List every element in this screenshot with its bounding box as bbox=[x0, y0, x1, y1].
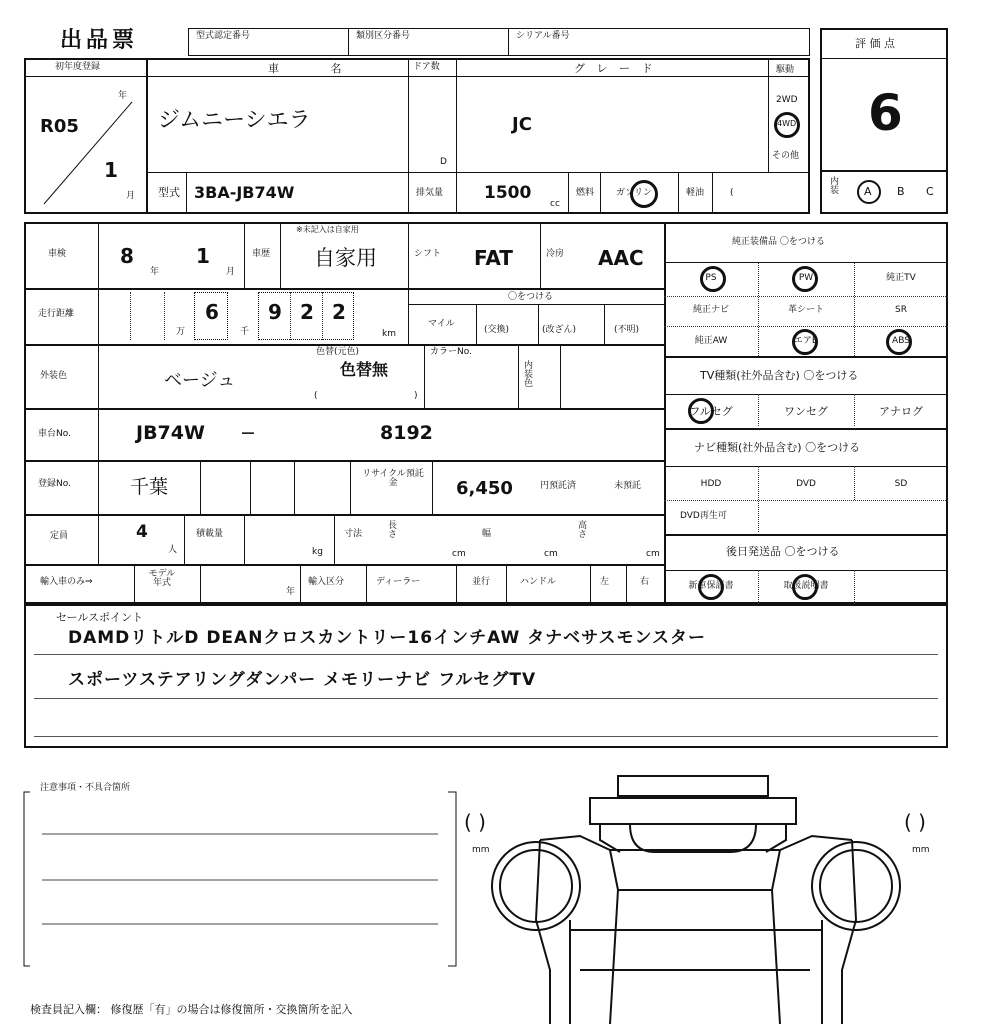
first-reg-year-unit: 年 bbox=[118, 91, 128, 101]
mileage-digit-4: 2 bbox=[332, 300, 346, 324]
tv-fullseg: フルセグ bbox=[689, 405, 733, 418]
navi-sd: SD bbox=[894, 479, 908, 489]
import-parallel: 並行 bbox=[472, 577, 491, 587]
notes-label: 注意事項・不具合箇所 bbox=[40, 783, 131, 793]
capacity-label: 定員 bbox=[50, 531, 69, 541]
import-label: 輸入車のみ⇒ bbox=[40, 577, 93, 587]
mileage-unknown: (不明) bbox=[614, 325, 640, 335]
mileage-unit: km bbox=[382, 329, 396, 339]
navi-hdd: HDD bbox=[700, 479, 722, 489]
category-label: 類別区分番号 bbox=[356, 31, 411, 41]
later-manual: 取扱説明書 bbox=[783, 581, 829, 591]
dims-width: 幅 bbox=[482, 529, 492, 539]
serial-label: シリアル番号 bbox=[516, 31, 570, 41]
grade-value: JC bbox=[512, 114, 532, 135]
tread-right-mm: mm bbox=[912, 845, 930, 855]
inspection-month: 1 bbox=[196, 244, 210, 268]
tread-left-bracket: ( ) bbox=[464, 810, 486, 834]
sales-point-line-1: DAMDリトルD DEANクロスカントリー16インチAW タナベサスモンスター bbox=[68, 628, 706, 648]
doors-label: ドア数 bbox=[413, 62, 440, 72]
header-fields bbox=[188, 28, 810, 56]
navi-title: ナビ種類(社外品含む) 〇をつける bbox=[694, 441, 861, 454]
dims-height: 高さ bbox=[578, 521, 588, 540]
recycle-value: 6,450 bbox=[456, 478, 513, 499]
interior-grade-a: A bbox=[864, 185, 872, 198]
interior-grade-b: B bbox=[897, 185, 905, 198]
tv-fullseg-circle bbox=[688, 398, 714, 424]
mileage-mark-label: 〇をつける bbox=[508, 292, 554, 302]
inspection-month-unit: 月 bbox=[226, 267, 236, 277]
mileage-sen: 千 bbox=[240, 327, 250, 337]
equipment-pw-circle bbox=[792, 266, 818, 292]
first-reg-slash bbox=[40, 96, 140, 208]
inspection-year: 8 bbox=[120, 244, 134, 268]
displacement-unit: cc bbox=[550, 199, 560, 209]
equipment-title: 純正装備品 〇をつける bbox=[732, 237, 825, 247]
import-right: 右 bbox=[640, 577, 650, 587]
load-unit: kg bbox=[312, 547, 323, 557]
car-name-label: 車 名 bbox=[268, 62, 366, 75]
import-year-unit: 年 bbox=[286, 587, 296, 597]
load-label: 積載量 bbox=[196, 529, 224, 539]
chassis-number: 8192 bbox=[380, 422, 433, 444]
recycle-not-deposited: 未預託 bbox=[614, 481, 642, 491]
equipment-ps: PS bbox=[705, 273, 717, 283]
fuel-gasoline: ガソリン bbox=[616, 188, 653, 198]
usage-note: ※未記入は自家用 bbox=[296, 225, 359, 234]
equipment-leather: 革シート bbox=[787, 305, 824, 315]
import-handle: ハンドル bbox=[520, 577, 557, 587]
car-name-value: ジムニーシエラ bbox=[158, 108, 311, 133]
later-title: 後日発送品 〇をつける bbox=[726, 545, 840, 558]
fuel-label: 燃料 bbox=[576, 188, 595, 198]
drive-label: 駆動 bbox=[776, 65, 795, 75]
later-warranty-circle bbox=[698, 574, 724, 600]
car-diagram bbox=[480, 770, 920, 1024]
dims-cm-2: cm bbox=[544, 549, 558, 559]
color-code-label: カラーNo. bbox=[430, 347, 472, 357]
chassis-prefix: JB74W bbox=[136, 422, 205, 444]
shift-value: FAT bbox=[474, 246, 513, 270]
score-value: 6 bbox=[868, 84, 903, 142]
capacity-unit: 人 bbox=[168, 545, 178, 555]
color-paren-open: ( bbox=[314, 391, 318, 401]
inspection-year-unit: 年 bbox=[150, 267, 160, 277]
tv-oneseg: ワンセグ bbox=[784, 405, 828, 418]
footer-note: 検査員記入欄： 修復歴「有」の場合は修復箇所・交換箇所を記入 bbox=[30, 1003, 353, 1016]
ac-label: 冷房 bbox=[546, 249, 565, 259]
import-left: 左 bbox=[600, 577, 610, 587]
inspection-label: 車検 bbox=[48, 249, 67, 259]
equipment-sr: SR bbox=[895, 305, 907, 315]
drive-2wd: 2WD bbox=[776, 95, 798, 105]
fuel-diesel: 軽油 bbox=[686, 188, 705, 198]
later-manual-circle bbox=[792, 574, 818, 600]
fuel-circle bbox=[630, 180, 658, 208]
first-reg-label: 初年度登録 bbox=[55, 62, 101, 72]
score-label: 評 価 点 bbox=[855, 37, 895, 50]
dims-length: 長さ bbox=[388, 521, 398, 540]
notes-bracket bbox=[20, 790, 460, 970]
first-reg-era: R05 bbox=[40, 116, 79, 137]
mileage-mile: マイル bbox=[428, 319, 455, 329]
equipment-airbag: エアB bbox=[793, 336, 819, 346]
import-model-year: モデル年式 bbox=[148, 569, 176, 588]
usage-value: 自家用 bbox=[314, 246, 377, 270]
mileage-digit-3: 2 bbox=[300, 300, 314, 324]
displacement-value: 1500 bbox=[484, 183, 532, 203]
color-change-value: 色替無 bbox=[340, 360, 389, 379]
interior-grade-label: 内装 bbox=[830, 177, 840, 196]
import-dealer: ディーラー bbox=[376, 577, 421, 587]
chassis-dash: − bbox=[240, 422, 256, 444]
navi-dvd: DVD bbox=[796, 479, 816, 489]
model-label: 型式 bbox=[158, 186, 180, 199]
shift-label: シフト bbox=[414, 249, 442, 259]
dims-cm-3: cm bbox=[646, 549, 660, 559]
tv-title: TV種類(社外品含む) 〇をつける bbox=[700, 369, 859, 382]
equipment-abs-circle bbox=[886, 329, 912, 355]
sales-point-line-2: スポーツステアリングダンパー メモリーナビ フルセグTV bbox=[68, 670, 537, 690]
model-value: 3BA-JB74W bbox=[194, 183, 295, 202]
interior-color-label: 内装色 bbox=[524, 361, 534, 389]
capacity-value: 4 bbox=[136, 522, 148, 542]
later-warranty: 新車保証書 bbox=[688, 581, 734, 591]
recycle-deposited: 円預託済 bbox=[540, 481, 577, 491]
color-paren-close: ) bbox=[414, 391, 418, 401]
type-cert-label: 型式認定番号 bbox=[196, 31, 251, 41]
color-label: 外装色 bbox=[40, 371, 68, 381]
mileage-digit-1: 6 bbox=[205, 300, 219, 324]
mileage-label: 走行距離 bbox=[38, 309, 75, 319]
drive-4wd: 4WD bbox=[777, 119, 797, 128]
recycle-label: リサイクル預託金 bbox=[362, 469, 424, 488]
equipment-tv: 純正TV bbox=[886, 273, 916, 283]
first-reg-month: 1 bbox=[104, 158, 118, 182]
mileage-tamper: (改ざん) bbox=[542, 325, 577, 335]
grade-label: グ レ ー ド bbox=[574, 62, 657, 75]
navi-dvd-playback: DVD再生可 bbox=[680, 511, 727, 521]
page-title: 出品票 bbox=[60, 28, 139, 53]
mileage-digit-2: 9 bbox=[268, 300, 282, 324]
first-reg-month-unit: 月 bbox=[126, 191, 136, 201]
equipment-abs: ABS bbox=[892, 336, 910, 346]
color-change-label: 色替(元色) bbox=[316, 347, 360, 357]
usage-label: 車歴 bbox=[252, 249, 271, 259]
equipment-aw: 純正AW bbox=[694, 336, 728, 346]
equipment-airbag-circle bbox=[792, 329, 818, 355]
import-type-label: 輸入区分 bbox=[308, 577, 345, 587]
drive-other: その他 bbox=[772, 151, 800, 161]
ac-value: AAC bbox=[598, 246, 644, 270]
dims-label: 寸法 bbox=[344, 529, 363, 539]
tread-left-mm: mm bbox=[472, 845, 490, 855]
fuel-paren: ( bbox=[730, 188, 734, 198]
color-value: ベージュ bbox=[164, 370, 236, 391]
equipment-ps-circle bbox=[700, 266, 726, 292]
dims-cm-1: cm bbox=[452, 549, 466, 559]
mileage-man: 万 bbox=[176, 327, 186, 337]
displacement-label: 排気量 bbox=[416, 188, 444, 198]
doors-unit: D bbox=[440, 157, 447, 167]
plate-label: 登録No. bbox=[38, 479, 71, 489]
mileage-exchange: (交換) bbox=[484, 325, 510, 335]
interior-grade-c: C bbox=[926, 185, 934, 198]
chassis-label: 車台No. bbox=[38, 429, 71, 439]
plate-value: 千葉 bbox=[130, 476, 169, 498]
equipment-pw: PW bbox=[798, 273, 814, 283]
equipment-navi: 純正ナビ bbox=[692, 305, 729, 315]
tv-analog: アナログ bbox=[879, 405, 923, 418]
tread-right-bracket: ( ) bbox=[904, 810, 926, 834]
sales-point-label: セールスポイント bbox=[56, 611, 144, 624]
